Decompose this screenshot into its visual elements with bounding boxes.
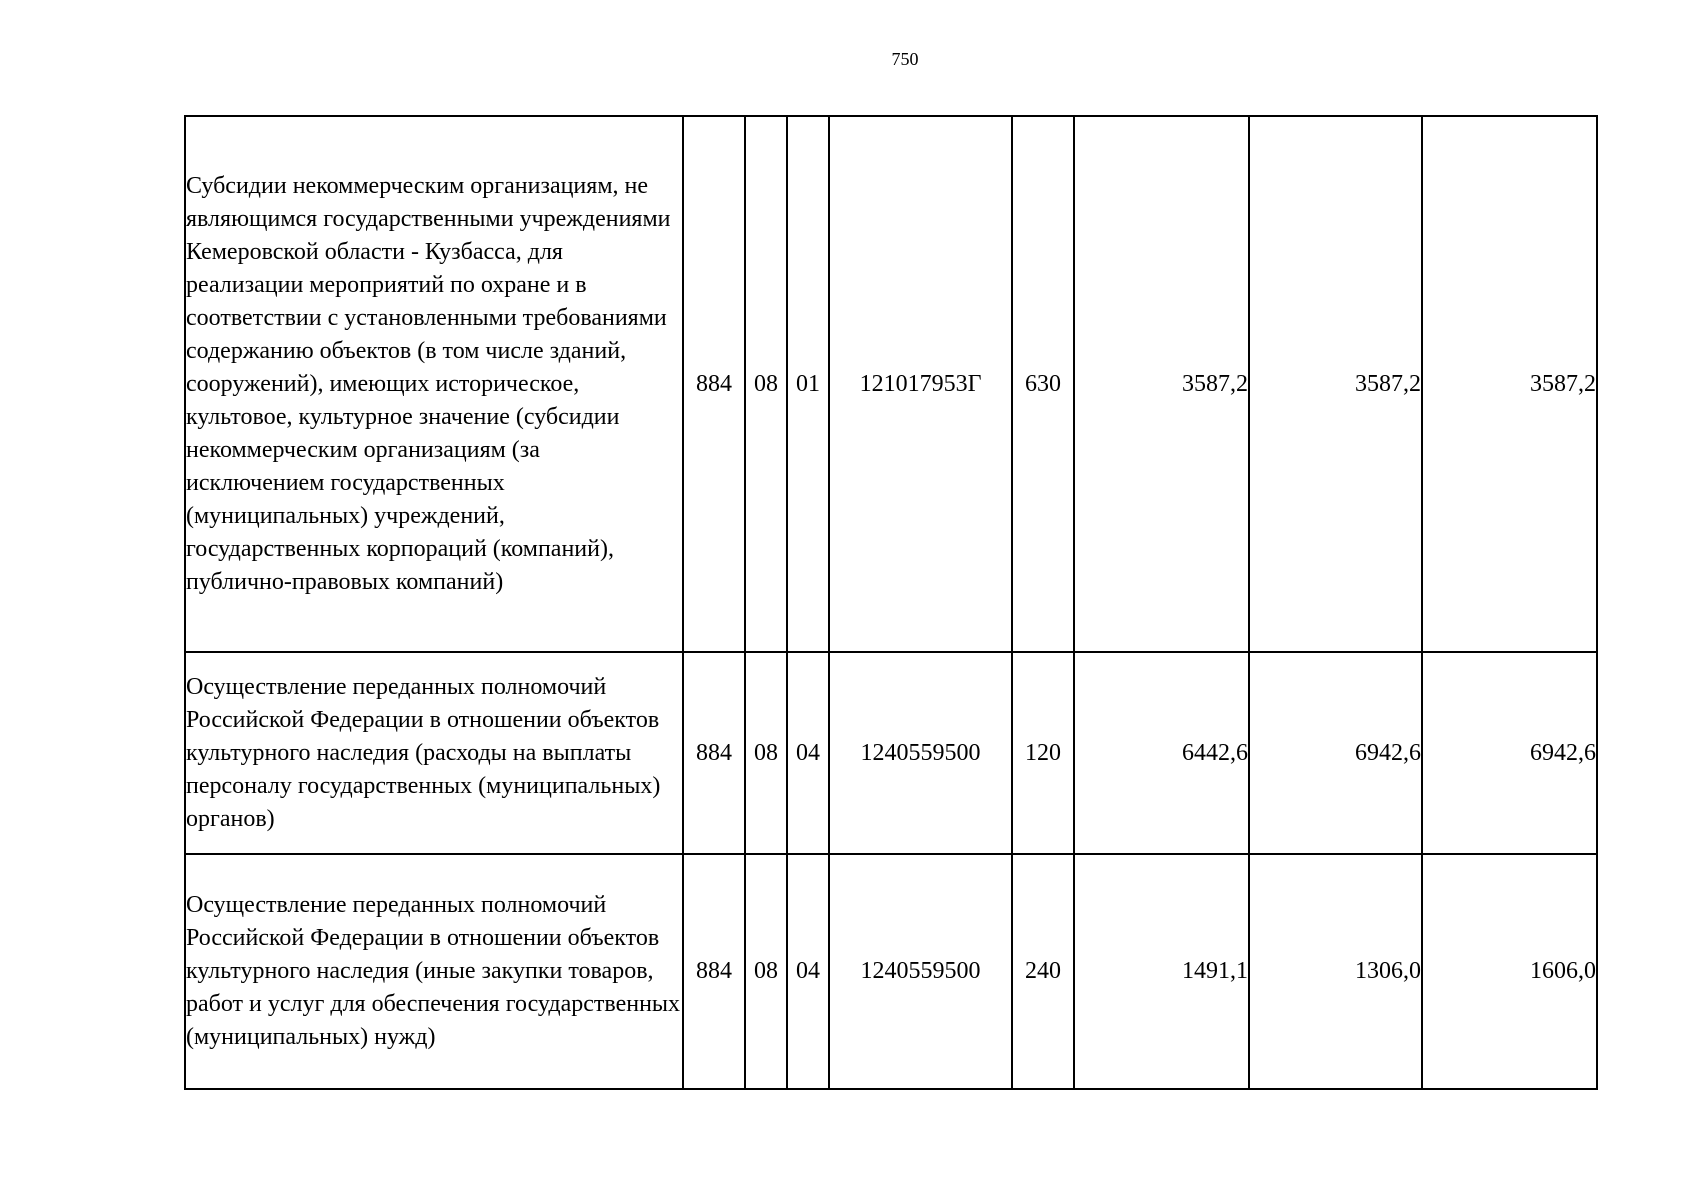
- budget-table: [184, 115, 1598, 1090]
- ministry-code-cell: 884: [683, 116, 745, 652]
- expense-name-cell: Осуществление переданных полномочий Российской Федерации в отношении объектов культурного наследия (иные закупки товаров, работ и услуг для обеспечения государственных (муниципальных) нужд): [185, 854, 683, 1089]
- expense-type-cell: 240: [1012, 854, 1074, 1089]
- expense-name-cell: Осуществление переданных полномочий Российской Федерации в отношении объектов культурного наследия (расходы на выплаты персоналу государственных (муниципальных) органов): [185, 652, 683, 854]
- amount-1-cell: 3587,2: [1074, 116, 1249, 652]
- section-code-cell: 08: [745, 854, 787, 1089]
- subsection-code-cell: 01: [787, 116, 829, 652]
- expense-name-cell: Субсидии некоммерческим организациям, не являющимся государственными учреждениями Кемеровской области - Кузбасса, для реализации мероприятий по охране и в соответствии с установленными требованиями содержанию объектов (в том числе зданий, сооружений), имеющих историческое, культовое, культурное значение (субсидии некоммерческим организациям (за исключением государственных (муниципальных) учреждений, государственных корпораций (компаний), публично-правовых компаний): [185, 116, 683, 652]
- expense-type-cell: 630: [1012, 116, 1074, 652]
- page-number: 750: [891, 49, 919, 69]
- table-row: [185, 116, 1597, 652]
- ministry-code-cell: 884: [683, 652, 745, 854]
- table-row: [185, 854, 1597, 1089]
- table-row: [185, 652, 1597, 854]
- target-article-cell: 121017953Г: [829, 116, 1012, 652]
- subsection-code-cell: 04: [787, 854, 829, 1089]
- amount-1-cell: 1491,1: [1074, 854, 1249, 1089]
- target-article-cell: 1240559500: [829, 652, 1012, 854]
- subsection-code-cell: 04: [787, 652, 829, 854]
- amount-2-cell: 6942,6: [1249, 652, 1422, 854]
- target-article-cell: 1240559500: [829, 854, 1012, 1089]
- amount-2-cell: 3587,2: [1249, 116, 1422, 652]
- amount-3-cell: 3587,2: [1422, 116, 1597, 652]
- amount-3-cell: 1606,0: [1422, 854, 1597, 1089]
- expense-type-cell: 120: [1012, 652, 1074, 854]
- amount-3-cell: 6942,6: [1422, 652, 1597, 854]
- section-code-cell: 08: [745, 652, 787, 854]
- ministry-code-cell: 884: [683, 854, 745, 1089]
- amount-2-cell: 1306,0: [1249, 854, 1422, 1089]
- amount-1-cell: 6442,6: [1074, 652, 1249, 854]
- section-code-cell: 08: [745, 116, 787, 652]
